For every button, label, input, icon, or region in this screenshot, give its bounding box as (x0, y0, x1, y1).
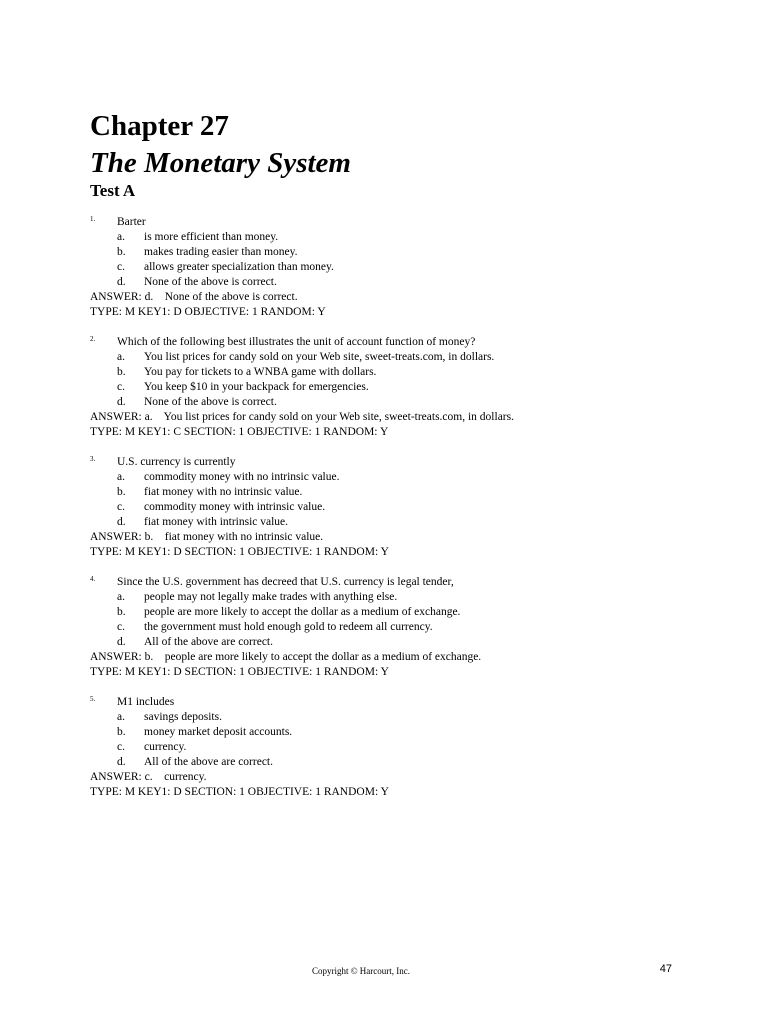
question-item (90, 695, 730, 800)
answer-option (90, 230, 730, 245)
option-letter: a. (117, 591, 125, 603)
question-stem (90, 335, 730, 350)
test-heading: Test A (90, 181, 136, 200)
option-letter: d. (117, 276, 126, 288)
chapter-title: The Monetary System (90, 147, 351, 179)
answer-option (90, 260, 730, 275)
option-letter: d. (117, 516, 126, 528)
question-stem (90, 695, 730, 710)
question-list (90, 215, 730, 815)
answer-option (90, 395, 730, 410)
question-stem (90, 575, 730, 590)
option-text: people are more likely to accept the dollar as a medium of exchange. (144, 606, 461, 618)
answer-option (90, 515, 730, 530)
option-text: allows greater specialization than money. (144, 261, 334, 273)
question-item (90, 575, 730, 680)
type-line: TYPE: M KEY1: D SECTION: 1 OBJECTIVE: 1 RANDOM: Y (90, 546, 389, 558)
answer-option (90, 710, 730, 725)
option-text: You pay for tickets to a WNBA game with dollars. (144, 366, 377, 378)
option-letter: b. (117, 246, 126, 258)
question-item (90, 215, 730, 320)
answer-line: ANSWER: d. None of the above is correct. (90, 291, 298, 303)
answer-line: ANSWER: c. currency. (90, 771, 207, 783)
answer-option (90, 605, 730, 620)
option-letter: d. (117, 636, 126, 648)
question-text: M1 includes (117, 696, 175, 708)
type-line: TYPE: M KEY1: D OBJECTIVE: 1 RANDOM: Y (90, 306, 326, 318)
answer-option (90, 725, 730, 740)
option-letter: c. (117, 381, 125, 393)
option-letter: c. (117, 261, 125, 273)
copyright-notice: Copyright © Harcourt, Inc. (311, 966, 411, 976)
option-letter: b. (117, 366, 126, 378)
answer-line: ANSWER: a. You list prices for candy sold on your Web site, sweet-treats.com, in dollars. (90, 411, 514, 423)
option-text: people may not legally make trades with anything else. (144, 591, 398, 603)
answer-option (90, 365, 730, 380)
option-text: You keep $10 in your backpack for emergencies. (144, 381, 369, 393)
answer-line: ANSWER: b. fiat money with no intrinsic value. (90, 531, 324, 543)
option-text: the government must hold enough gold to redeem all currency. (144, 621, 433, 633)
answer-option (90, 740, 730, 755)
question-stem (90, 215, 730, 230)
chapter-heading: Chapter 27 (90, 110, 229, 142)
question-text: U.S. currency is currently (117, 456, 236, 468)
option-letter: c. (117, 501, 125, 513)
type-line: TYPE: M KEY1: D SECTION: 1 OBJECTIVE: 1 RANDOM: Y (90, 786, 389, 798)
option-text: All of the above are correct. (144, 756, 273, 768)
type-line: TYPE: M KEY1: C SECTION: 1 OBJECTIVE: 1 RANDOM: Y (90, 426, 389, 438)
type-line: TYPE: M KEY1: D SECTION: 1 OBJECTIVE: 1 RANDOM: Y (90, 666, 389, 678)
option-text: fiat money with intrinsic value. (144, 516, 289, 528)
question-text: Which of the following best illustrates the unit of account function of money? (117, 336, 476, 348)
answer-option (90, 380, 730, 395)
question-number: 4. (90, 575, 96, 583)
question-text: Since the U.S. government has decreed that U.S. currency is legal tender, (117, 576, 454, 588)
answer-option (90, 485, 730, 500)
option-text: commodity money with intrinsic value. (144, 501, 326, 513)
option-letter: a. (117, 351, 125, 363)
option-letter: a. (117, 231, 125, 243)
answer-option (90, 275, 730, 290)
answer-option (90, 245, 730, 260)
option-text: None of the above is correct. (144, 396, 277, 408)
question-text: Barter (117, 216, 146, 228)
option-letter: b. (117, 606, 126, 618)
question-number: 2. (90, 335, 96, 343)
option-text: fiat money with no intrinsic value. (144, 486, 303, 498)
question-number: 5. (90, 695, 96, 703)
answer-option (90, 500, 730, 515)
page-number: 47 (659, 963, 672, 975)
option-letter: d. (117, 396, 126, 408)
option-text: All of the above are correct. (144, 636, 273, 648)
option-text: You list prices for candy sold on your Web site, sweet-treats.com, in dollars. (144, 351, 495, 363)
option-letter: c. (117, 741, 125, 753)
option-text: currency. (144, 741, 187, 753)
answer-option (90, 635, 730, 650)
answer-option (90, 620, 730, 635)
question-number: 3. (90, 455, 96, 463)
option-letter: b. (117, 486, 126, 498)
answer-option (90, 755, 730, 770)
option-text: commodity money with no intrinsic value. (144, 471, 340, 483)
answer-option (90, 350, 730, 365)
option-letter: c. (117, 621, 125, 633)
question-item (90, 455, 730, 560)
answer-option (90, 470, 730, 485)
option-text: is more efficient than money. (144, 231, 279, 243)
option-text: makes trading easier than money. (144, 246, 298, 258)
option-text: money market deposit accounts. (144, 726, 293, 738)
option-letter: a. (117, 711, 125, 723)
answer-option (90, 590, 730, 605)
question-number: 1. (90, 215, 96, 223)
option-text: savings deposits. (144, 711, 222, 723)
answer-line: ANSWER: b. people are more likely to accept the dollar as a medium of exchange. (90, 651, 482, 663)
option-letter: d. (117, 756, 126, 768)
question-stem (90, 455, 730, 470)
question-item (90, 335, 730, 440)
option-text: None of the above is correct. (144, 276, 277, 288)
option-letter: a. (117, 471, 125, 483)
option-letter: b. (117, 726, 126, 738)
